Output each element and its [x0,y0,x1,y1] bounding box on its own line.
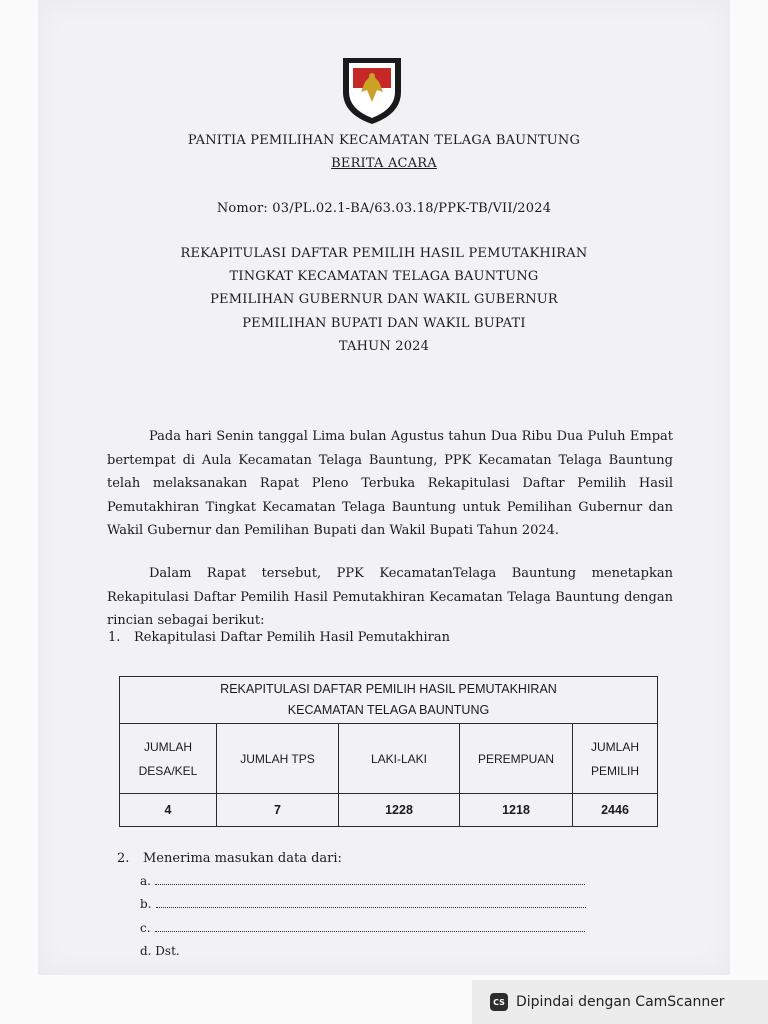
header-line: PEMILIH [590,763,639,778]
header-jumlah-tps [217,724,339,794]
kpu-emblem-icon [335,52,409,126]
document-type: BERITA ACARA [331,156,437,171]
header-line: JUMLAH TPS [240,751,315,766]
list-number: 1. [108,630,121,645]
list-item-1 [108,630,450,645]
list-text: Rekapitulasi Daftar Pemilih Hasil Pemutakhiran [134,630,451,645]
input-source-c [140,921,585,935]
header-perempuan [460,724,573,794]
header-line: LAKI-LAKI [370,751,428,766]
header-line: DESA/KEL [138,763,198,778]
header-jumlah-pemilih [573,724,658,794]
recap-table [119,676,658,827]
list-item-2 [117,851,342,866]
input-source-a [140,874,585,888]
committee-heading: PANITIA PEMILIHAN KECAMATAN TELAGA BAUNTUNG [187,133,581,148]
camscanner-text: Dipindai dengan CamScanner [516,994,725,1010]
value-laki-laki: 1228 [339,794,460,827]
table-caption [120,677,658,724]
paragraph-decision: Dalam Rapat tersebut, PPK KecamatanTelaga Bauntung menetapkan Rekapitulasi Daftar Pemilih Hasil Pemutakhiran Kecamatan Telaga Bauntung dengan rincian sebagai berikut: [107,566,673,628]
value-perempuan: 1218 [460,794,573,827]
title-line-2: TINGKAT KECAMATAN TELAGA BAUNTUNG [229,269,539,284]
title-line-5: TAHUN 2024 [338,339,430,354]
paragraph-meeting-info: Pada hari Senin tanggal Lima bulan Agustus tahun Dua Ribu Dua Puluh Empat bertempat di Aula Kecamatan Telaga Bauntung, PPK Kecamatan Telaga Bauntung telah melaksanakan Rapat Pleno Terbuka Rekapitulasi Daftar Pemilih Hasil Pemutakhiran Tingkat Kecamatan Telaga Bauntung untuk Pemilihan Gubernur dan Wakil Gubernur dan Pemilihan Bupati dan Wakil Bupati Tahun 2024. [107,429,673,538]
input-source-b [140,897,586,911]
value-jumlah-pemilih: 2446 [573,794,658,827]
list-text: Menerima masukan data dari: [143,851,342,866]
document-number: Nomor: 03/PL.02.1-BA/63.03.18/PPK-TB/VII/2024 [216,201,552,216]
dotted-blank [155,931,585,932]
camscanner-icon: CS [490,993,508,1011]
table-row [120,794,658,827]
dotted-blank [156,907,586,908]
table-caption-line-1: REKAPITULASI DAFTAR PEMILIH HASIL PEMUTAKHIRAN [220,682,557,696]
sub-label: a. [140,874,151,888]
kpu-logo [335,52,409,126]
camscanner-watermark [472,980,768,1024]
sub-label: d. Dst. [140,944,180,958]
value-jumlah-tps: 7 [217,794,339,827]
dotted-blank [155,884,585,885]
title-line-4: PEMILIHAN BUPATI DAN WAKIL BUPATI [242,316,526,331]
title-line-1: REKAPITULASI DAFTAR PEMILIH HASIL PEMUTAKHIRAN [180,246,588,261]
header-line: JUMLAH [143,739,192,754]
sub-label: b. [140,897,152,911]
title-line-3: PEMILIHAN GUBERNUR DAN WAKIL GUBERNUR [210,292,558,307]
table-caption-line-2: KECAMATAN TELAGA BAUNTUNG [287,703,490,717]
input-source-etc [140,944,180,958]
header-jumlah-desa [120,724,217,794]
value-jumlah-desa: 4 [120,794,217,827]
list-number: 2. [117,851,130,866]
header-laki-laki [339,724,460,794]
table-header-row [120,724,658,794]
header-line: JUMLAH [590,739,639,754]
sub-label: c. [140,921,151,935]
header-line: PEREMPUAN [477,751,554,766]
